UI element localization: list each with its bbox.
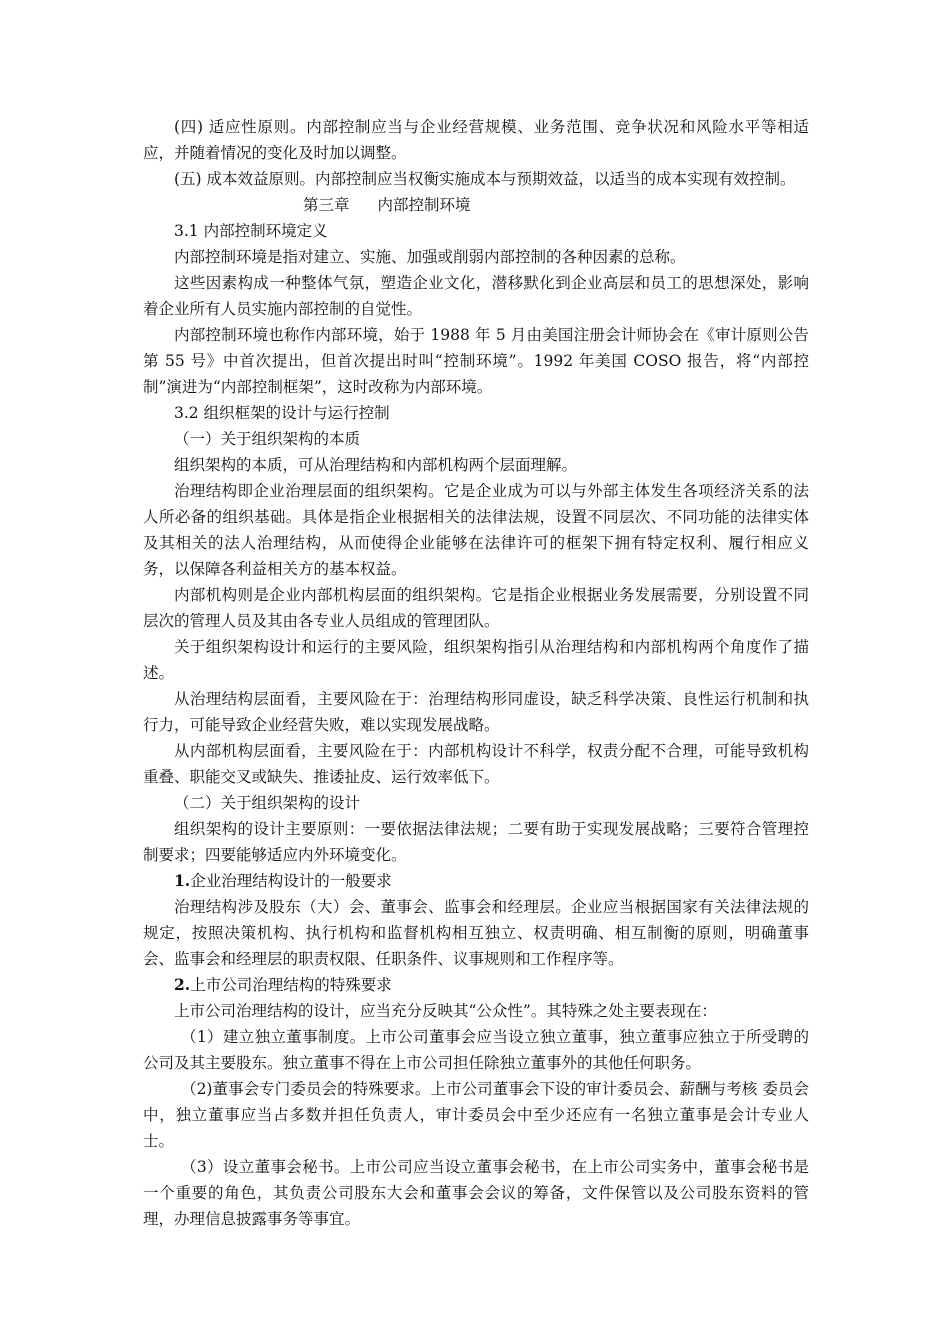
subsection-heading-1: （一）关于组织架构的本质 bbox=[174, 430, 361, 448]
numbered-heading-2-text: 上市公司治理结构的特殊要求 bbox=[190, 976, 392, 994]
paragraph-governance: 治理结构即企业治理层面的组织架构。它是企业成为可以与外部主体发生各项经济关系的法人所必备的组织基础。具体是指企业根据相关的法律法规，设置不同层次、不同功能的法律实体及其相关的法人治理结构，从而使得企业能够在法律许可的框架下拥有特定权利、履行相应义务，以保障各利益相关方的基本权益。 bbox=[143, 482, 809, 578]
paragraph-institution-risks: 从内部机构层面看，主要风险在于：内部机构设计不科学，权责分配不合理，可能导致机构重叠、职能交叉或缺失、推诿扯皮、运行效率低下。 bbox=[143, 742, 809, 786]
chapter-title: 内部控制环境 bbox=[377, 196, 471, 214]
paragraph-design-principles: 组织架构的设计主要原则：一要依据法律法规；二要有助于实现发展战略；三要符合管理控制要求；四要能够适应内外环境变化。 bbox=[143, 820, 809, 864]
numbered-heading-2 bbox=[143, 972, 809, 998]
paragraph-main-risks: 关于组织架构设计和运行的主要风险，组织架构指引从治理结构和内部机构两个角度作了描述。 bbox=[143, 638, 809, 682]
chapter-number: 第三章 bbox=[303, 196, 350, 214]
section-heading-3-2: 3.2 组织框架的设计与运行控制 bbox=[174, 404, 390, 422]
numbered-heading-2-number: 2. bbox=[174, 975, 191, 994]
subsection-heading-2: （二）关于组织架构的设计 bbox=[174, 794, 361, 812]
paragraph-adaptability: (四) 适应性原则。内部控制应当与企业经营规模、业务范围、竞争状况和风险水平等相适应，并随着情况的变化及时加以调整。 bbox=[143, 118, 809, 162]
paragraph-cost-benefit: (五) 成本效益原则。内部控制应当权衡实施成本与预期效益，以适当的成本实现有效控制。 bbox=[174, 170, 796, 188]
list-item-special-committees: （2)董事会专门委员会的特殊要求。上市公司董事会下设的审计委员会、薪酬与考核 委员会中，独立董事应当占多数并担任负责人，审计委员会中至少还应有一名独立董事是会计专业人士。 bbox=[143, 1080, 809, 1150]
numbered-heading-1 bbox=[143, 868, 809, 894]
list-item-independent-directors: （1）建立独立董事制度。上市公司董事会应当设立独立董事，独立董事应独立于所受聘的公司及其主要股东。独立董事不得在上市公司担任除独立董事外的其他任何职务。 bbox=[143, 1028, 809, 1072]
paragraph-atmosphere: 这些因素构成一种整体气氛，塑造企业文化，潜移默化到企业高层和员工的思想深处，影响着企业所有人员实施内部控制的自觉性。 bbox=[143, 274, 809, 318]
paragraph-history: 内部控制环境也称作内部环境，始于 1988 年 5 月由美国注册会计师协会在《审计原则公告第 55 号》中首次提出，但首次提出时叫“控制环境”。1992 年美国 COSO 报告，将“内部控制”演进为“内部控制框架”，这时改称为内部环境。 bbox=[143, 326, 809, 396]
section-heading-3-1: 3.1 内部控制环境定义 bbox=[174, 222, 328, 240]
numbered-heading-1-number: 1. bbox=[174, 871, 191, 890]
list-item-board-secretary: （3）设立董事会秘书。上市公司应当设立董事会秘书，在上市公司实务中，董事会秘书是一个重要的角色，其负责公司股东大会和董事会会议的筹备，文件保管以及公司股东资料的管理，办理信息披露事务等事宜。 bbox=[143, 1158, 809, 1228]
document-page bbox=[143, 114, 809, 1232]
paragraph-general-requirements: 治理结构涉及股东（大）会、董事会、监事会和经理层。企业应当根据国家有关法律法规的规定，按照决策机构、执行机构和监督机构相互独立、权责明确、相互制衡的原则，明确董事会、监事会和经理层的职责权限、任职条件、议事规则和工作程序等。 bbox=[143, 898, 809, 968]
chapter-heading bbox=[143, 192, 809, 218]
paragraph-internal-institutions: 内部机构则是企业内部机构层面的组织架构。它是指企业根据业务发展需要，分别设置不同层次的管理人员及其由各专业人员组成的管理团队。 bbox=[143, 586, 809, 630]
paragraph-essence: 组织架构的本质，可从治理结构和内部机构两个层面理解。 bbox=[174, 456, 578, 474]
numbered-heading-1-text: 企业治理结构设计的一般要求 bbox=[190, 872, 392, 890]
paragraph-governance-risks: 从治理结构层面看，主要风险在于：治理结构形同虚设，缺乏科学决策、良性运行机制和执行力，可能导致企业经营失败，难以实现发展战略。 bbox=[143, 690, 809, 734]
paragraph-public-nature: 上市公司治理结构的设计，应当充分反映其“公众性”。其特殊之处主要表现在： bbox=[174, 1002, 717, 1020]
paragraph-definition: 内部控制环境是指对建立、实施、加强或削弱内部控制的各种因素的总称。 bbox=[174, 248, 686, 266]
